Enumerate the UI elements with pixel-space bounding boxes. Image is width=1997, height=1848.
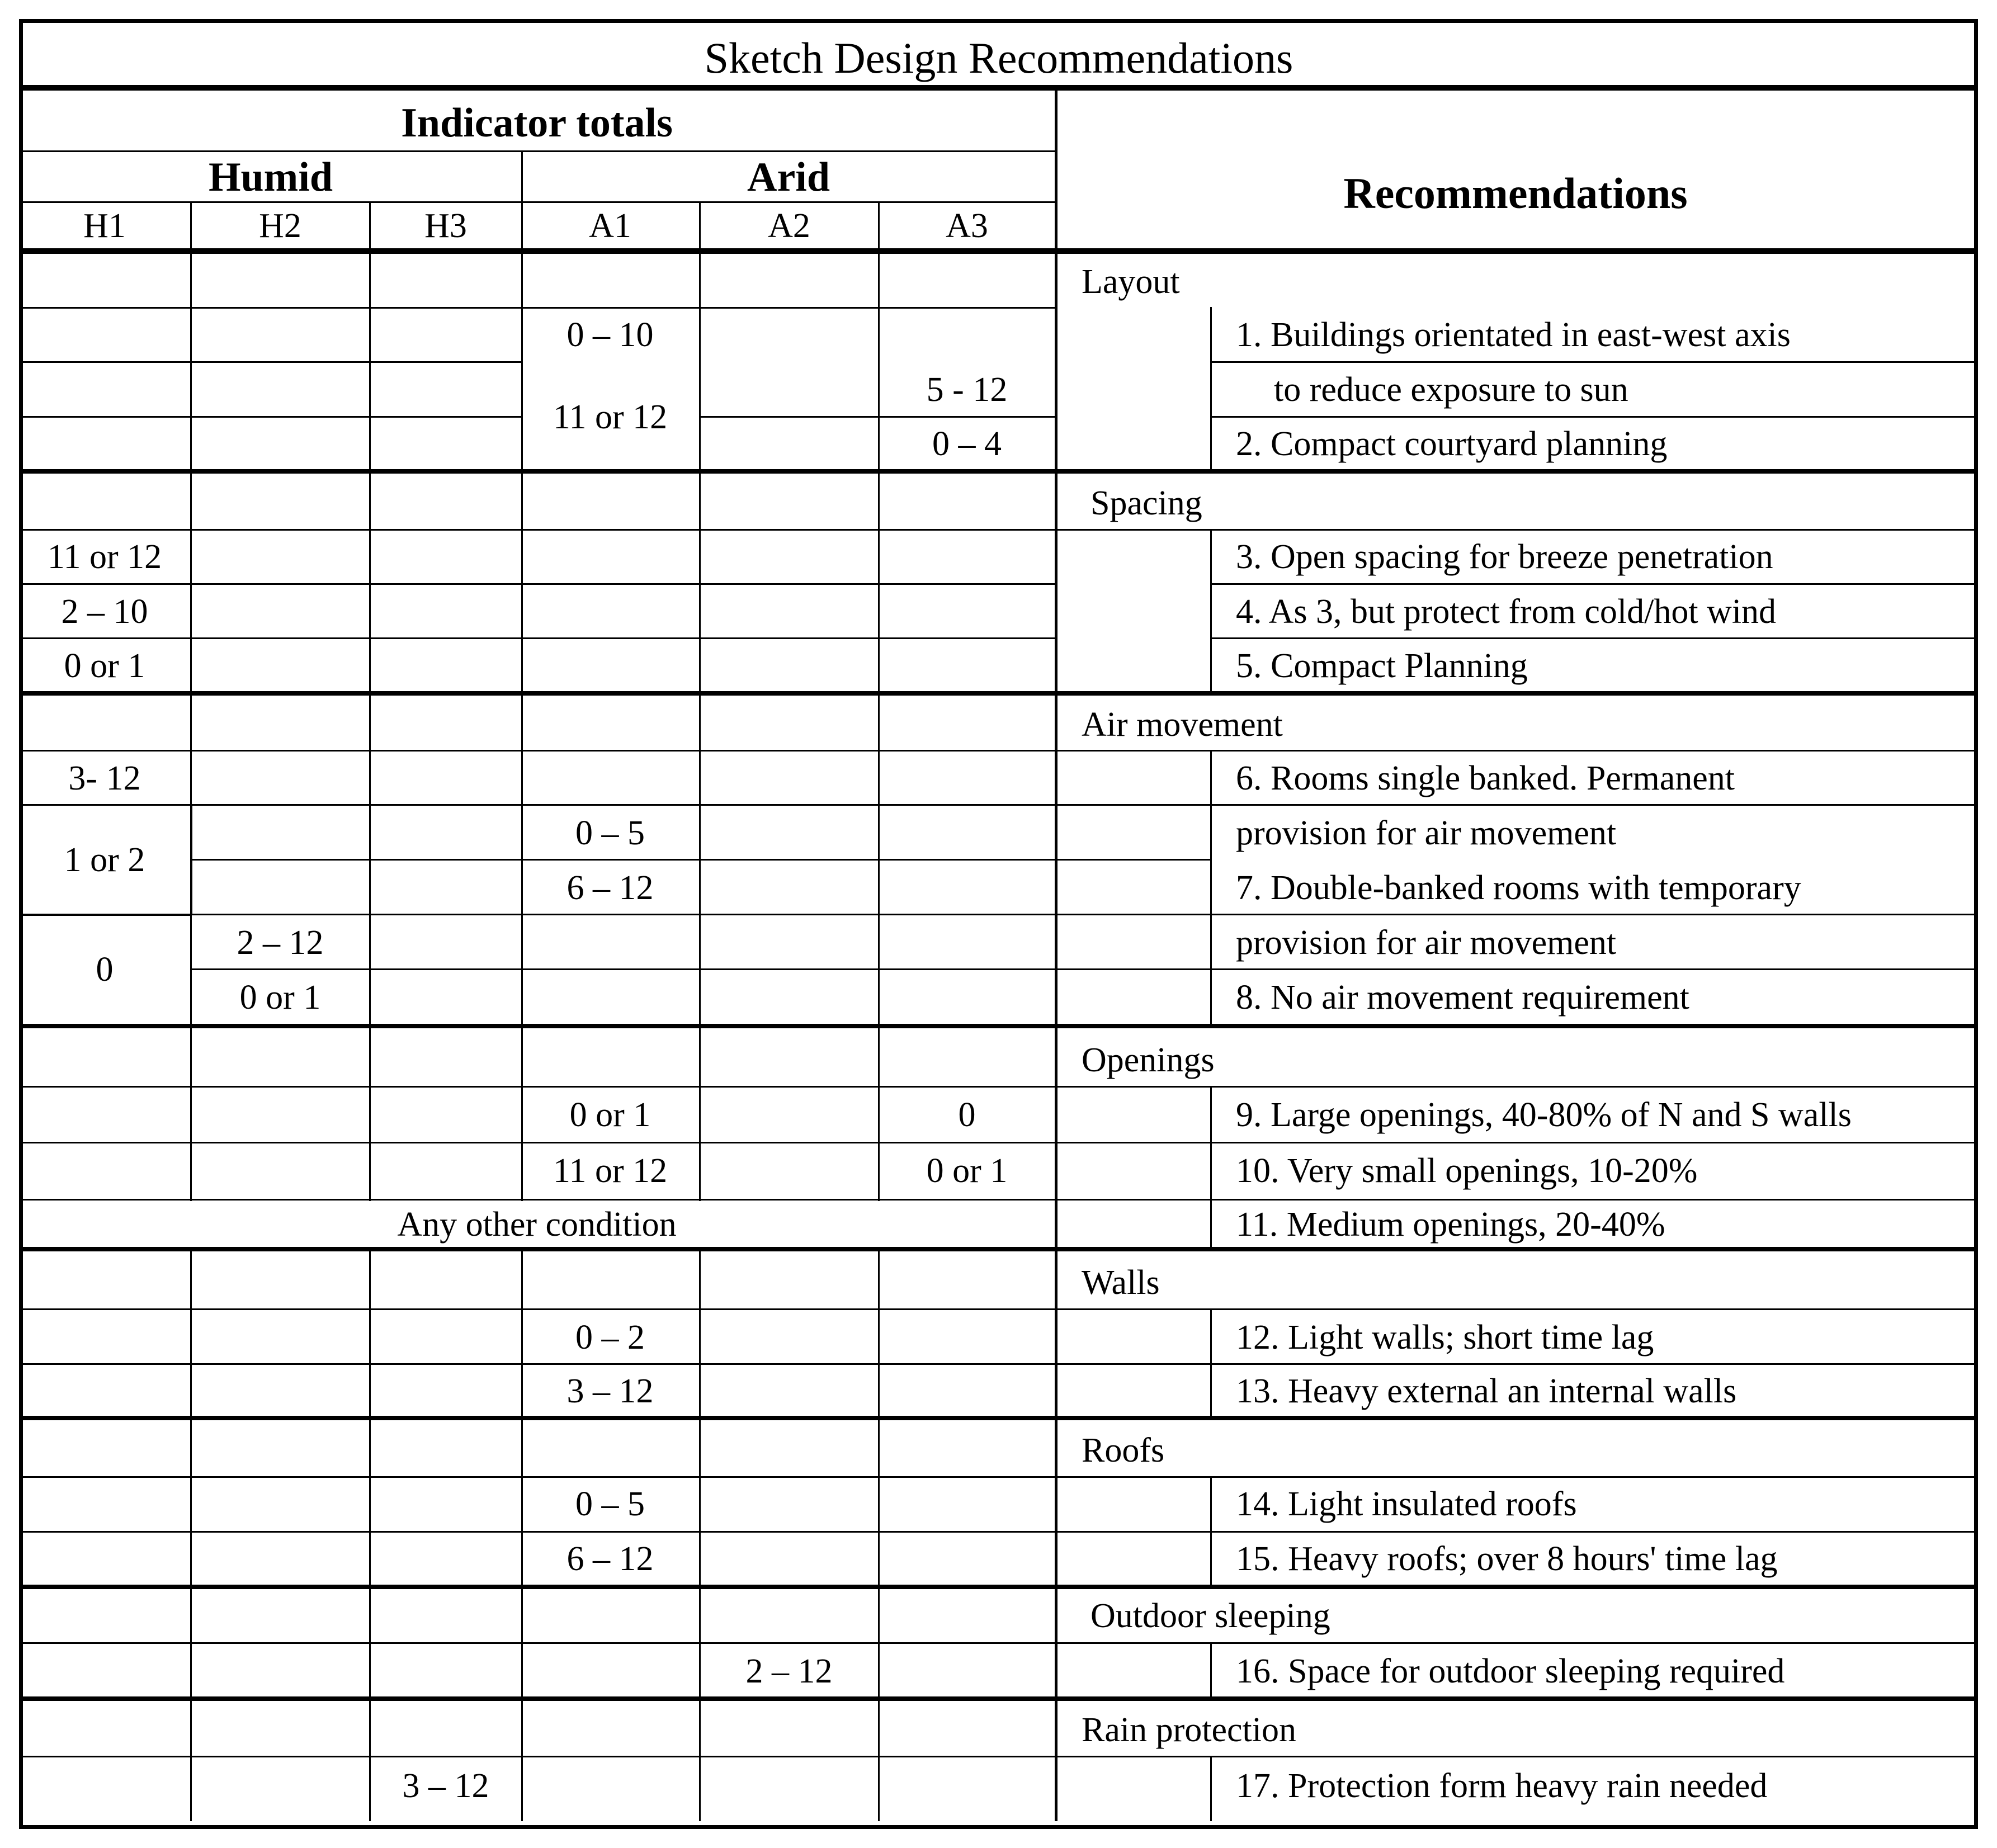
walls-separator <box>19 1416 1978 1420</box>
rain-h3-value: 3 – 12 <box>402 1767 489 1805</box>
rec-row-line <box>1210 583 1978 585</box>
row-line <box>19 1086 1978 1088</box>
air-h1-value: 1 or 2 <box>64 841 145 879</box>
recommendation-8: 8. No air movement requirement <box>1236 979 1689 1017</box>
walls-a1-value: 0 – 2 <box>575 1318 645 1357</box>
rec-row-line <box>1210 416 1978 418</box>
recommendation-6-line-2: provision for air movement <box>1236 814 1617 852</box>
row-line <box>19 637 1055 639</box>
sketch-design-table <box>19 19 1978 1829</box>
header-line-1 <box>19 150 1056 152</box>
col-divider-rec-sub-4 <box>1210 1086 1212 1247</box>
openings-a1-value: 0 or 1 <box>569 1096 651 1134</box>
openings-a3-value: 0 or 1 <box>926 1152 1008 1190</box>
row-line-v <box>190 804 192 914</box>
walls-a1-value: 3 – 12 <box>566 1372 654 1410</box>
row-line <box>19 1531 1055 1533</box>
col-divider-rec-sub-1 <box>1210 307 1212 469</box>
layout-a3-value: 0 – 4 <box>932 425 1002 463</box>
col-divider-h1-h2 <box>190 201 192 1201</box>
recommendation-9: 9. Large openings, 40-80% of N and S walls <box>1236 1096 1852 1134</box>
layout-a1-value: 11 or 12 <box>553 398 668 436</box>
recommendation-3: 3. Open spacing for breeze penetration <box>1236 538 1773 576</box>
rec-row-line <box>1055 1199 1978 1201</box>
rec-row-line <box>1055 804 1978 806</box>
air-h2-value: 2 – 12 <box>237 924 324 962</box>
col-divider-a1-a2 <box>699 201 701 1201</box>
humid-header: Humid <box>208 154 333 200</box>
recommendation-1-line-2: to reduce exposure to sun <box>1274 371 1628 409</box>
row-line <box>878 416 1055 418</box>
rec-row-line <box>1055 968 1978 970</box>
recommendation-4: 4. As 3, but protect from cold/hot wind <box>1236 593 1777 631</box>
roofs-separator <box>19 1585 1978 1589</box>
roofs-a1-value: 0 – 5 <box>575 1485 645 1523</box>
col-divider-a1-a2-b <box>699 1251 701 1821</box>
recommendation-2: 2. Compact courtyard planning <box>1236 425 1668 463</box>
column-h3: H3 <box>424 207 467 245</box>
arid-header: Arid <box>747 154 830 200</box>
rec-row-line <box>1055 1142 1978 1143</box>
spacing-h1-value: 2 – 10 <box>61 593 148 631</box>
row-line <box>19 804 1055 806</box>
air-h1-value: 0 <box>96 951 114 989</box>
row-line <box>19 914 192 916</box>
layout-a3-value: 5 - 12 <box>926 371 1008 409</box>
row-line <box>190 968 1055 970</box>
row-line <box>19 361 521 363</box>
header-line-2 <box>19 201 1056 203</box>
section-openings-title: Openings <box>1082 1041 1215 1079</box>
recommendation-15: 15. Heavy roofs; over 8 hours' time lag <box>1236 1540 1778 1578</box>
outdoor-a2-value: 2 – 12 <box>745 1652 833 1690</box>
col-divider-rec-sub-6 <box>1210 1476 1212 1585</box>
spacing-h1-value: 0 or 1 <box>64 647 145 685</box>
row-line <box>19 1142 1055 1143</box>
column-h1: H1 <box>83 207 126 245</box>
row-line <box>19 1308 1978 1310</box>
col-divider-rec-sub-8 <box>1210 1756 1212 1821</box>
row-line <box>192 914 1055 915</box>
title-separator <box>19 85 1978 91</box>
row-line <box>19 583 1055 585</box>
row-line <box>190 859 1055 861</box>
section-walls-title: Walls <box>1082 1264 1160 1302</box>
layout-a1-value: 0 – 10 <box>566 316 654 354</box>
openings-a3-value: 0 <box>958 1096 976 1134</box>
col-divider-h1-h2-b <box>190 1251 192 1821</box>
air-h1-value: 3- 12 <box>68 759 141 797</box>
col-divider-a2-a3 <box>878 201 880 1201</box>
layout-separator <box>19 469 1978 474</box>
col-divider-h2-h3 <box>369 201 371 1201</box>
header-separator <box>19 248 1978 254</box>
row-line <box>19 750 1978 752</box>
col-divider-rec-sub-7 <box>1210 1642 1212 1696</box>
recommendation-7-line-2: provision for air movement <box>1236 924 1617 962</box>
column-a3: A3 <box>946 207 988 245</box>
column-h2: H2 <box>259 207 301 245</box>
col-divider-rec-sub-3 <box>1210 750 1212 1024</box>
row-line <box>19 529 1978 531</box>
column-a2: A2 <box>768 207 810 245</box>
roofs-a1-value: 6 – 12 <box>566 1540 654 1578</box>
col-divider-rec-sub-5 <box>1210 1308 1212 1416</box>
recommendation-13: 13. Heavy external an internal walls <box>1236 1372 1737 1410</box>
col-divider-h2-h3-b <box>369 1251 371 1821</box>
air-a1-value: 0 – 5 <box>575 814 645 852</box>
col-divider-humid-arid-b <box>521 1251 523 1821</box>
recommendation-17: 17. Protection form heavy rain needed <box>1236 1767 1768 1805</box>
col-divider-a2-a3-b <box>878 1251 880 1821</box>
openings-any-other-condition: Any other condition <box>397 1206 677 1244</box>
section-air-movement-title: Air movement <box>1082 706 1283 744</box>
row-line <box>19 1756 1978 1757</box>
rec-row-line <box>1055 1363 1978 1365</box>
recommendations-header: Recommendations <box>1343 169 1688 218</box>
table-title: Sketch Design Recommendations <box>704 34 1293 82</box>
spacing-h1-value: 11 or 12 <box>47 538 162 576</box>
section-outdoor-sleeping-title: Outdoor sleeping <box>1090 1597 1330 1635</box>
row-line <box>19 307 1055 309</box>
section-layout-title: Layout <box>1082 263 1180 301</box>
rec-row-line <box>1055 859 1210 861</box>
indicator-totals-header: Indicator totals <box>401 100 673 146</box>
row-line <box>19 1363 1055 1365</box>
recommendation-6-line-1: 6. Rooms single banked. Permanent <box>1236 759 1735 797</box>
recommendation-14: 14. Light insulated roofs <box>1236 1485 1577 1523</box>
recommendation-12: 12. Light walls; short time lag <box>1236 1318 1654 1357</box>
openings-a1-value: 11 or 12 <box>553 1152 668 1190</box>
air-movement-separator <box>19 1024 1978 1028</box>
row-line <box>19 1199 1055 1201</box>
recommendation-5: 5. Compact Planning <box>1236 647 1528 685</box>
spacing-separator <box>19 691 1978 696</box>
section-rain-protection-title: Rain protection <box>1082 1711 1296 1749</box>
rec-row-line <box>1055 914 1978 915</box>
recommendation-1-line-1: 1. Buildings orientated in east-west axis <box>1236 316 1791 354</box>
air-a1-value: 6 – 12 <box>566 869 654 907</box>
recommendation-10: 10. Very small openings, 10-20% <box>1236 1152 1698 1190</box>
openings-separator <box>19 1247 1978 1251</box>
col-divider-rec-sub-2 <box>1210 529 1212 691</box>
rec-row-line <box>1210 637 1978 639</box>
row-line <box>19 416 521 418</box>
recommendation-7-line-1: 7. Double-banked rooms with temporary <box>1236 869 1801 907</box>
recommendation-11: 11. Medium openings, 20-40% <box>1236 1206 1665 1244</box>
column-a1: A1 <box>589 207 631 245</box>
rec-row-line <box>1055 1696 1978 1698</box>
air-h2-value: 0 or 1 <box>239 979 321 1017</box>
section-spacing-title: Spacing <box>1090 484 1202 522</box>
row-line <box>19 1476 1978 1478</box>
recommendation-16: 16. Space for outdoor sleeping required <box>1236 1652 1785 1690</box>
rec-row-line <box>1210 361 1978 363</box>
col-divider-rec <box>1055 91 1057 1821</box>
row-line <box>19 1642 1978 1644</box>
rec-row-line <box>1055 1531 1978 1533</box>
section-roofs-title: Roofs <box>1082 1431 1165 1469</box>
